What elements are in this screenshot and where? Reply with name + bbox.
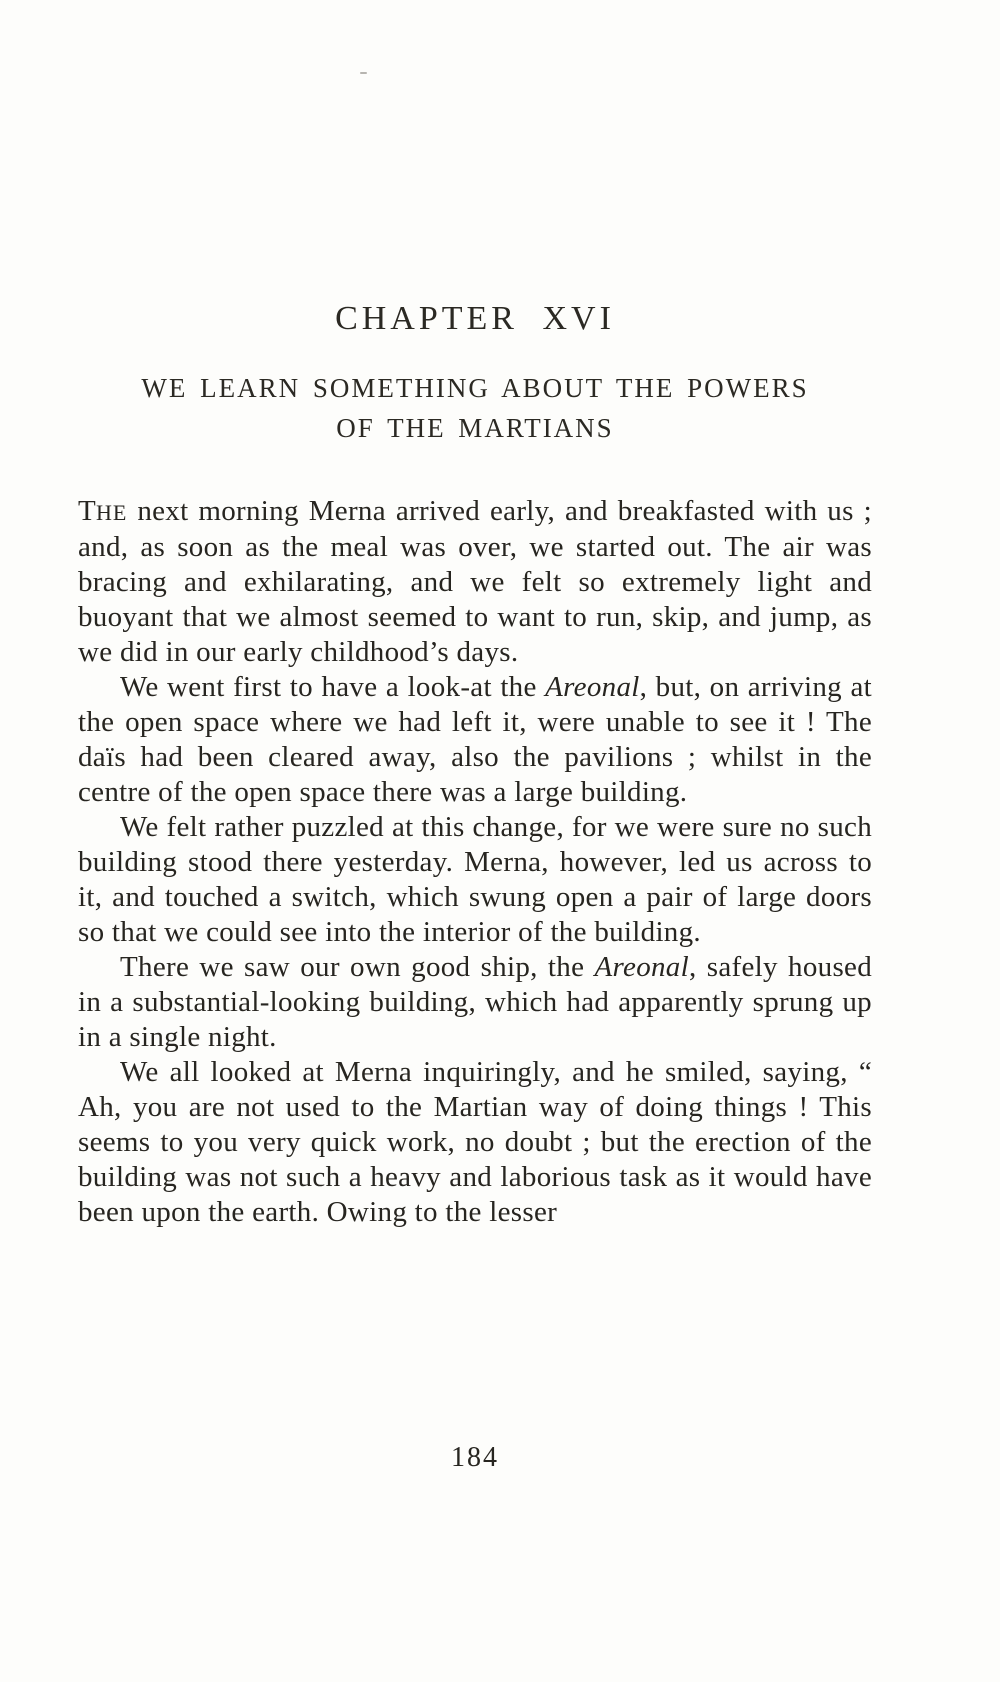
text-segment: We all looked at Merna inquiringly, and he smiled, saying, “ Ah, you are not used to the Martian way of doing things ! This seems to you very quick work, no doubt ; but the erection of the building was not such a heavy and laborious task as it would have been upon the earth. Owing to the lesser [78,1056,872,1228]
paragraph [78,670,872,810]
subtitle-line-1: WE LEARN SOMETHING ABOUT THE POWERS [141,373,809,403]
chapter-heading: CHAPTER XVI [335,300,615,337]
text-segment: , safely housed in a substantial-looking building, which had apparently sprung up in a single night. [78,951,873,1053]
chapter-subtitle [78,368,872,448]
text-segment: Areonal [545,671,640,703]
text-segment: T [78,495,97,527]
text-segment: We felt rather puzzled at this change, for we were sure no such building stood there yesterday. Merna, however, led us across to it, and touched a switch, which swung open a pair of large doors so that we could see into the interior of the building. [78,811,872,948]
text-segment: There we saw our own good ship, the [120,951,595,983]
text-segment: next morning Merna arrived early, and breakfasted with us ; and, as soon as the meal was over, we started out. The air was bracing and exhilarating, and we felt so extremely light and buoyant that we almost seemed to want to run, skip, and jump, as we did in our early childhood’s days. [78,495,872,668]
body-text [78,494,872,1230]
paragraph [78,950,872,1055]
paragraph [78,1055,872,1230]
page-content [78,0,872,1230]
paragraph [78,494,872,670]
page-number: 184 [451,1442,499,1473]
text-segment: We went first to have a look-at the [120,671,546,703]
text-segment: , but, on arriving at the open space where we had left it, were unable to see it ! The daïs had been cleared away, also the pavilions ; whilst in the centre of the open space there was a large building. [78,671,872,808]
subtitle-line-2: OF THE MARTIANS [336,413,614,443]
text-segment: HE [96,500,128,525]
paragraph [78,810,872,950]
text-segment: Areonal [594,951,689,983]
